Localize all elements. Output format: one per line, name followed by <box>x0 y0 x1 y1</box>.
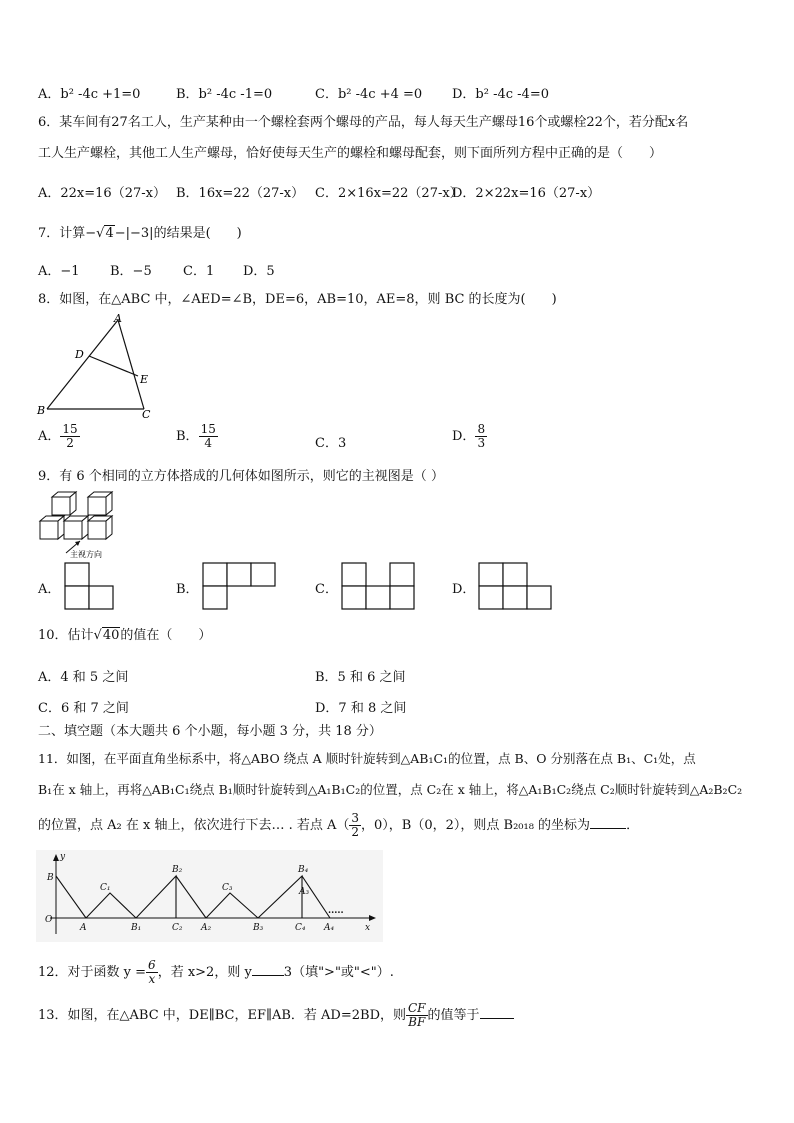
q8-option-a <box>38 423 80 450</box>
q12-question <box>38 959 394 986</box>
label-b1: B₁ <box>131 923 142 933</box>
denominator: BF <box>408 1015 426 1029</box>
q8-triangle-figure <box>34 312 164 422</box>
numerator: 3 <box>351 811 360 825</box>
q9-option-d-view <box>478 562 554 612</box>
label-b4: B₄ <box>298 865 309 875</box>
q10-radicand: 40 <box>102 628 120 643</box>
label-a: A <box>80 923 87 933</box>
view-cell <box>65 586 89 609</box>
q11-line3-end: ． <box>626 818 640 833</box>
label-c3: C₃ <box>222 883 233 893</box>
q7-option-b: B．−5 <box>110 264 152 279</box>
q8-option-b-label: B． <box>176 429 199 444</box>
q13-suffix: 的值等于 <box>427 1008 480 1023</box>
continuation-dots: ..... <box>328 906 344 916</box>
view-direction-label: 主视方向 <box>70 550 102 559</box>
denominator: 2 <box>66 436 74 450</box>
side-ac <box>118 320 144 409</box>
q10-suffix: 的值在（ ） <box>120 628 212 643</box>
segment-de <box>89 356 138 376</box>
view-cell <box>203 586 227 609</box>
q7-question <box>38 226 242 242</box>
q8-option-a-fraction <box>60 423 79 450</box>
q12-suffix: 3（填">"或"<"）. <box>283 965 394 980</box>
q5-option-a: A．b² -4c +1=0 <box>38 87 141 102</box>
q8-option-c: C．3 <box>315 436 347 451</box>
q10-option-d: D．7 和 8 之间 <box>315 701 407 716</box>
q9-option-b-view <box>202 562 278 612</box>
label-y: y <box>60 852 66 862</box>
q10-prefix: 10．估计 <box>38 628 94 643</box>
denominator: x <box>148 972 156 986</box>
cube-front-face <box>52 497 70 515</box>
label-b2: B₂ <box>172 865 183 875</box>
numerator: 15 <box>200 422 216 436</box>
q12-answer-blank[interactable] <box>252 975 284 976</box>
q8-option-d-fraction <box>475 423 487 450</box>
cube-front-face <box>88 497 106 515</box>
q9-question: 9．有 6 个相同的立方体搭成的几何体如图所示，则它的主视图是（ ） <box>38 469 444 484</box>
q11-line1: 11．如图，在平面直角坐标系中，将△ABO 绕点 A 顺时针旋转到△AB₁C₁的位置，点 B、O 分别落在点 B₁、C₁处，点 <box>38 751 696 766</box>
q9-option-d-label: D． <box>452 582 476 597</box>
view-cell <box>479 586 503 609</box>
numerator: CF <box>408 1001 426 1015</box>
sqrt-sign: √ <box>93 628 102 643</box>
q13-prefix: 13．如图，在△ABC 中，DE∥BC，EF∥AB．若 AD=2BD，则 <box>38 1008 406 1023</box>
q10-option-c: C．6 和 7 之间 <box>38 701 129 716</box>
label-b3: B₃ <box>253 923 264 933</box>
q6-option-c: C．2×16x=22（27-x） <box>315 186 463 201</box>
q8-question: 8．如图，在△ABC 中，∠AED=∠B，DE=6，AB=10，AE=8，则 BC 的长度为( ) <box>38 292 557 307</box>
label-c4: C₄ <box>295 923 306 933</box>
view-cell <box>342 586 366 609</box>
q7-option-c: C．1 <box>183 264 215 279</box>
view-cell <box>503 586 527 609</box>
view-cell <box>479 563 503 586</box>
numerator: 6 <box>148 958 156 972</box>
view-cell <box>503 563 527 586</box>
q5-option-c: C．b² -4c +4 =0 <box>315 87 423 102</box>
q9-cube-figure <box>36 491 136 559</box>
q7-prefix: 7．计算− <box>38 226 97 241</box>
q12-mid: ，若 x>2，则 y <box>157 965 252 980</box>
sqrt-sign: √ <box>96 226 105 241</box>
q8-option-b <box>176 423 218 450</box>
q7-radicand: 4 <box>105 226 114 241</box>
q6-line2: 工人生产螺栓，其他工人生产螺母，恰好使每天生产的螺栓和螺母配套，则下面所列方程中正确的是（ ） <box>38 146 663 161</box>
q11-rotation-figure <box>36 850 386 942</box>
q10-option-a: A．4 和 5 之间 <box>38 670 129 685</box>
q9-option-c-view <box>341 562 417 612</box>
side-ab <box>47 320 118 409</box>
numerator: 8 <box>477 422 486 436</box>
q12-fraction <box>146 959 158 986</box>
q9-option-c-label: C． <box>315 582 338 597</box>
q9-option-b-label: B． <box>176 582 199 597</box>
section-heading-fill-in: 二、填空题（本大题共 6 个小题，每小题 3 分，共 18 分） <box>38 724 382 739</box>
q9-option-a-label: A． <box>38 582 61 597</box>
view-cell <box>89 586 113 609</box>
view-cell <box>390 586 414 609</box>
view-cell <box>65 563 89 586</box>
q6-option-a: A．22x=16（27-x） <box>38 186 166 201</box>
numerator: 15 <box>62 422 78 436</box>
q11-line3-mid: ，0），B（0，2），则点 B₂₀₁₈ 的坐标为 <box>361 818 591 833</box>
cube-front-face <box>40 521 58 539</box>
q6-option-b: B．16x=22（27-x） <box>176 186 305 201</box>
denominator: 2 <box>351 825 360 839</box>
view-cell <box>527 586 551 609</box>
denominator: 3 <box>477 436 486 450</box>
cube-front-face <box>64 521 82 539</box>
q5-option-b: B．b² -4c -1=0 <box>176 87 273 102</box>
label-c: C <box>142 408 151 421</box>
q12-prefix: 12．对于函数 y = <box>38 965 147 980</box>
label-b: B <box>37 404 46 417</box>
q6-line1: 6．某车间有27名工人，生产某种由一个螺栓套两个螺母的产品，每人每天生产螺母16个或螺栓22个，若分配x名 <box>38 115 689 130</box>
label-d: D <box>75 348 84 361</box>
view-cell <box>251 563 275 586</box>
q7-option-d: D．5 <box>243 264 275 279</box>
q5-option-d: D．b² -4c -4=0 <box>452 87 549 102</box>
label-c2: C₂ <box>172 923 183 933</box>
view-cell <box>227 563 251 586</box>
label-o: O <box>45 915 53 925</box>
q11-fraction <box>349 812 361 839</box>
label-a2: A₂ <box>201 923 212 933</box>
q8-option-b-fraction <box>199 423 218 450</box>
label-a4: A₄ <box>324 923 335 933</box>
q8-option-d-label: D． <box>452 429 476 444</box>
q13-answer-blank[interactable] <box>480 1018 514 1019</box>
q11-line3 <box>38 812 639 839</box>
label-a3: A₃ <box>299 887 310 897</box>
view-cell <box>203 563 227 586</box>
q7-suffix: −|−3|的结果是( ) <box>114 226 242 241</box>
label-e: E <box>140 373 149 386</box>
label-x: x <box>365 923 371 933</box>
q11-line3-start: 的位置，点 A₂ 在 x 轴上，依次进行下去… . 若点 A（ <box>38 818 350 833</box>
q8-option-d <box>452 423 487 450</box>
q13-question <box>38 1002 514 1029</box>
q13-fraction <box>406 1002 428 1029</box>
q8-option-a-label: A． <box>38 429 61 444</box>
label-c1: C₁ <box>100 883 111 893</box>
cube-front-face <box>88 521 106 539</box>
q11-line2: B₁在 x 轴上，再将△AB₁C₁绕点 B₁顺时针旋转到△A₁B₁C₂的位置，点 C₂在 x 轴上，将△A₁B₁C₂绕点 C₂顺时针旋转到△A₂B₂C₂ <box>38 782 743 797</box>
view-cell <box>366 586 390 609</box>
q10-question <box>38 628 211 644</box>
q9-option-a-view <box>64 562 116 612</box>
q7-option-a: A．−1 <box>38 264 80 279</box>
label-b: B <box>47 873 54 883</box>
q10-option-b: B．5 和 6 之间 <box>315 670 406 685</box>
view-cell <box>342 563 366 586</box>
q11-answer-blank[interactable] <box>590 828 626 829</box>
denominator: 4 <box>204 436 213 450</box>
label-a: A <box>114 312 122 325</box>
q6-option-d: D．2×22x=16（27-x） <box>452 186 601 201</box>
view-cell <box>390 563 414 586</box>
